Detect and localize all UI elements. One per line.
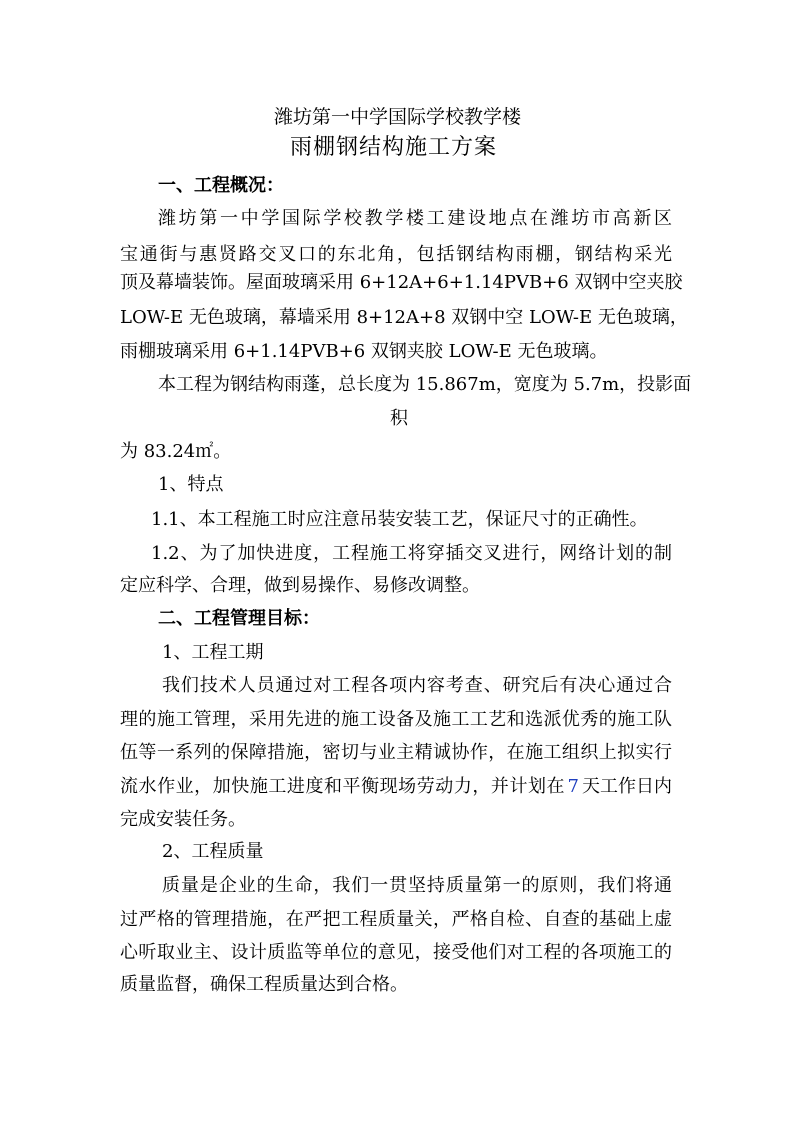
title-line-1: 潍坊第一中学国际学校教学楼 <box>274 106 522 128</box>
schedule-line-4 <box>120 775 672 799</box>
dimension-line-2: 积 <box>390 408 408 429</box>
features-heading: 1、特点 <box>158 474 224 495</box>
overview-line-2: 宝通街与惠贤路交叉口的东北角，包括钢结构雨棚，钢结构采光 <box>120 244 672 265</box>
feature-item-2-line-1: 1.2、为了加快进度，工程施工将穿插交叉进行，网络计划的制 <box>151 543 672 564</box>
section-1-heading: 一、工程概况： <box>158 175 284 196</box>
schedule-days-value: 7 <box>567 776 579 797</box>
quality-line-1: 质量是企业的生命，我们一贯坚持质量第一的原则，我们将通 <box>162 875 672 896</box>
schedule-heading: 1、工程工期 <box>162 642 264 663</box>
dimension-line-3: 为 83.24㎡。 <box>120 441 232 462</box>
schedule-line-3: 伍等一系列的保障措施，密切与业主精诚协作，在施工组织上拟实行 <box>120 742 672 763</box>
schedule-line-2: 理的施工管理，采用先进的施工设备及施工工艺和选派优秀的施工队 <box>120 709 672 730</box>
quality-line-2: 过严格的管理措施，在严把工程质量关，严格自检、自查的基础上虚 <box>120 909 672 930</box>
schedule-line-1: 我们技术人员通过对工程各项内容考查、研究后有决心通过合 <box>162 675 672 696</box>
overview-line-5: 雨棚玻璃采用 6+1.14PVB+6 双钢夹胶 LOW-E 无色玻璃。 <box>120 341 608 362</box>
quality-line-3: 心听取业主、设计质监等单位的意见，接受他们对工程的各项施工的 <box>120 942 672 963</box>
section-2-heading: 二、工程管理目标： <box>158 608 320 629</box>
schedule-line-4-end: 天工作日内 <box>582 776 672 797</box>
overview-line-4: LOW-E 无色玻璃，幕墙采用 8+12A+8 双钢中空 LOW-E 无色玻璃， <box>120 307 688 328</box>
schedule-line-4-text: 流水作业，加快施工进度和平衡现场劳动力，并计划在 <box>120 776 565 797</box>
quality-heading: 2、工程质量 <box>162 841 264 862</box>
overview-line-3: 顶及幕墙装饰。屋面玻璃采用 6+12A+6+1.14PVB+6 双钢中空夹胶 <box>120 272 683 293</box>
title-line-2: 雨棚钢结构施工方案 <box>290 135 498 160</box>
feature-item-1: 1.1、本工程施工时应注意吊装安装工艺，保证尺寸的正确性。 <box>151 509 648 530</box>
schedule-line-5: 完成安装任务。 <box>120 809 246 830</box>
feature-item-2-line-2: 定应科学、合理，做到易操作、易修改调整。 <box>120 575 480 596</box>
overview-line-1: 潍坊第一中学国际学校教学楼工建设地点在潍坊市高新区 <box>158 208 672 229</box>
dimension-line-1: 本工程为钢结构雨蓬，总长度为 15.867m，宽度为 5.7m，投影面 <box>158 374 692 395</box>
quality-line-4: 质量监督，确保工程质量达到合格。 <box>120 974 408 995</box>
